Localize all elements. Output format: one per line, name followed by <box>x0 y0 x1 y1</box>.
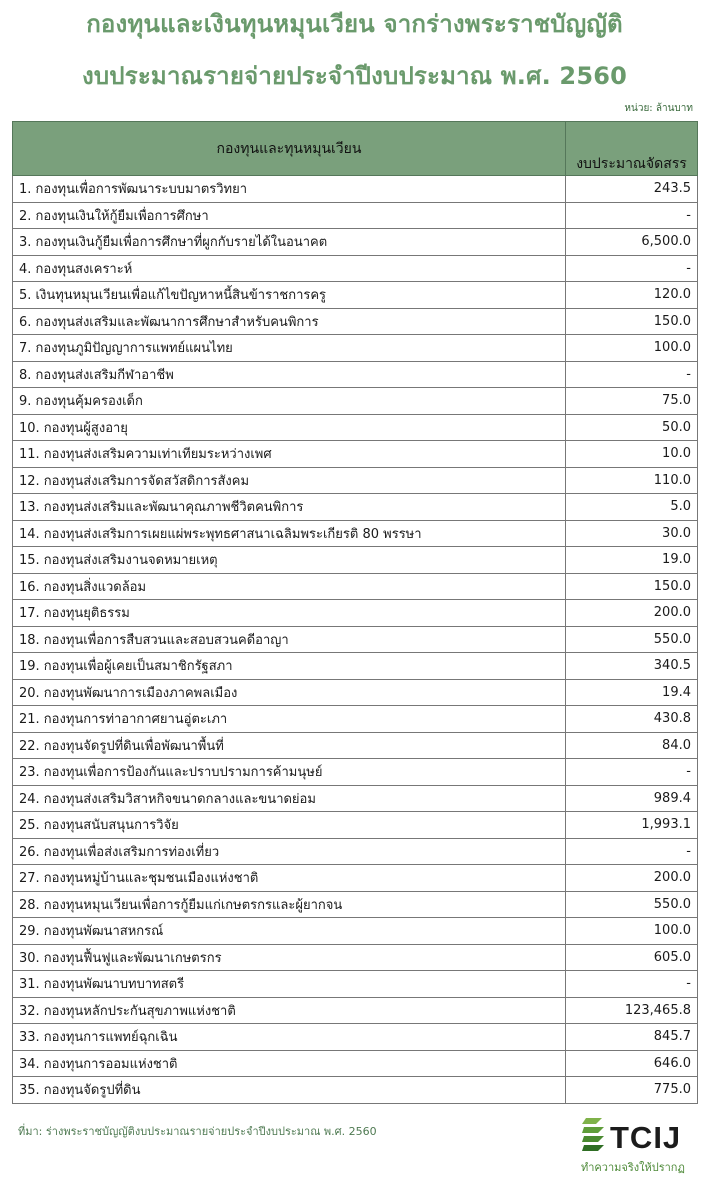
budget-amount-cell: 100.0 <box>566 918 698 945</box>
fund-name-cell: 19. กองทุนเพื่อผู้เคยเป็นสมาชิกรัฐสภา <box>13 653 566 680</box>
budget-amount-cell: 340.5 <box>566 653 698 680</box>
budget-amount-cell: 50.0 <box>566 414 698 441</box>
budget-table <box>12 121 698 1104</box>
budget-amount-cell: 775.0 <box>566 1077 698 1104</box>
fund-name-cell: 26. กองทุนเพื่อส่งเสริมการท่องเที่ยว <box>13 838 566 865</box>
fund-name-cell: 15. กองทุนส่งเสริมงานจดหมายเหตุ <box>13 547 566 574</box>
table-row <box>13 255 698 282</box>
column-header-budget: งบประมาณจัดสรร <box>566 122 698 176</box>
fund-name-cell: 32. กองทุนหลักประกันสุขภาพแห่งชาติ <box>13 997 566 1024</box>
budget-amount-cell: 550.0 <box>566 891 698 918</box>
fund-name-cell: 29. กองทุนพัฒนาสหกรณ์ <box>13 918 566 945</box>
budget-amount-cell: 10.0 <box>566 441 698 468</box>
fund-name-cell: 25. กองทุนสนับสนุนการวิจัย <box>13 812 566 839</box>
table-row <box>13 494 698 521</box>
table-row <box>13 520 698 547</box>
fund-name-cell: 28. กองทุนหมุนเวียนเพื่อการกู้ยืมแก่เกษตรกรและผู้ยากจน <box>13 891 566 918</box>
budget-amount-cell: 123,465.8 <box>566 997 698 1024</box>
fund-name-cell: 30. กองทุนฟื้นฟูและพัฒนาเกษตรกร <box>13 944 566 971</box>
fund-name-cell: 2. กองทุนเงินให้กู้ยืมเพื่อการศึกษา <box>13 202 566 229</box>
budget-amount-cell: 120.0 <box>566 282 698 309</box>
budget-amount-cell: 75.0 <box>566 388 698 415</box>
budget-amount-cell: - <box>566 759 698 786</box>
table-row <box>13 626 698 653</box>
budget-amount-cell: 150.0 <box>566 573 698 600</box>
budget-amount-cell: 30.0 <box>566 520 698 547</box>
budget-amount-cell: 5.0 <box>566 494 698 521</box>
budget-amount-cell: 1,993.1 <box>566 812 698 839</box>
fund-name-cell: 14. กองทุนส่งเสริมการเผยแผ่พระพุทธศาสนาเฉลิมพระเกียรติ 80 พรรษา <box>13 520 566 547</box>
fund-name-cell: 5. เงินทุนหมุนเวียนเพื่อแก้ไขปัญหาหนี้สินข้าราชการครู <box>13 282 566 309</box>
table-row <box>13 838 698 865</box>
budget-amount-cell: 200.0 <box>566 600 698 627</box>
budget-amount-cell: 6,500.0 <box>566 229 698 256</box>
fund-name-cell: 1. กองทุนเพื่อการพัฒนาระบบมาตรวิทยา <box>13 176 566 203</box>
fund-name-cell: 18. กองทุนเพื่อการสืบสวนและสอบสวนคดีอาญา <box>13 626 566 653</box>
fund-name-cell: 4. กองทุนสงเคราะห์ <box>13 255 566 282</box>
fund-name-cell: 13. กองทุนส่งเสริมและพัฒนาคุณภาพชีวิตคนพิการ <box>13 494 566 521</box>
table-row <box>13 282 698 309</box>
fund-name-cell: 20. กองทุนพัฒนาการเมืองภาคพลเมือง <box>13 679 566 706</box>
tcij-logo-wordmark: TCIJ <box>610 1120 682 1155</box>
table-row <box>13 812 698 839</box>
budget-amount-cell: 19.4 <box>566 679 698 706</box>
fund-name-cell: 27. กองทุนหมู่บ้านและชุมชนเมืองแห่งชาติ <box>13 865 566 892</box>
table-header-row <box>13 122 698 176</box>
table-row <box>13 1050 698 1077</box>
table-row <box>13 891 698 918</box>
column-header-fund: กองทุนและทุนหมุนเวียน <box>13 122 566 176</box>
table-row <box>13 176 698 203</box>
budget-amount-cell: - <box>566 838 698 865</box>
budget-amount-cell: 243.5 <box>566 176 698 203</box>
table-row <box>13 944 698 971</box>
table-row <box>13 467 698 494</box>
table-row <box>13 547 698 574</box>
budget-amount-cell: 605.0 <box>566 944 698 971</box>
table-row <box>13 653 698 680</box>
budget-amount-cell: 110.0 <box>566 467 698 494</box>
table-row <box>13 335 698 362</box>
table-row <box>13 918 698 945</box>
fund-name-cell: 24. กองทุนส่งเสริมวิสาหกิจขนาดกลางและขนาดย่อม <box>13 785 566 812</box>
budget-amount-cell: 200.0 <box>566 865 698 892</box>
table-row <box>13 202 698 229</box>
fund-name-cell: 9. กองทุนคุ้มครองเด็ก <box>13 388 566 415</box>
table-row <box>13 759 698 786</box>
budget-amount-cell: 646.0 <box>566 1050 698 1077</box>
table-row <box>13 865 698 892</box>
fund-name-cell: 22. กองทุนจัดรูปที่ดินเพื่อพัฒนาพื้นที่ <box>13 732 566 759</box>
fund-name-cell: 8. กองทุนส่งเสริมกีฬาอาชีพ <box>13 361 566 388</box>
fund-name-cell: 23. กองทุนเพื่อการป้องกันและปราบปรามการค้ามนุษย์ <box>13 759 566 786</box>
budget-amount-cell: 989.4 <box>566 785 698 812</box>
table-row <box>13 600 698 627</box>
budget-amount-cell: - <box>566 971 698 998</box>
table-row <box>13 573 698 600</box>
fund-name-cell: 6. กองทุนส่งเสริมและพัฒนาการศึกษาสำหรับคนพิการ <box>13 308 566 335</box>
table-row <box>13 971 698 998</box>
fund-name-cell: 17. กองทุนยุติธรรม <box>13 600 566 627</box>
budget-amount-cell: 150.0 <box>566 308 698 335</box>
fund-name-cell: 16. กองทุนสิ่งแวดล้อม <box>13 573 566 600</box>
table-row <box>13 308 698 335</box>
fund-name-cell: 10. กองทุนผู้สูงอายุ <box>13 414 566 441</box>
table-row <box>13 785 698 812</box>
table-row <box>13 414 698 441</box>
budget-amount-cell: 430.8 <box>566 706 698 733</box>
fund-name-cell: 34. กองทุนการออมแห่งชาติ <box>13 1050 566 1077</box>
budget-amount-cell: - <box>566 361 698 388</box>
table-row <box>13 706 698 733</box>
tcij-logo-icon <box>580 1116 608 1156</box>
fund-name-cell: 33. กองทุนการแพทย์ฉุกเฉิน <box>13 1024 566 1051</box>
tcij-logo-tagline: ทำความจริงให้ปรากฏ <box>581 1161 685 1174</box>
fund-name-cell: 7. กองทุนภูมิปัญญาการแพทย์แผนไทย <box>13 335 566 362</box>
table-row <box>13 732 698 759</box>
budget-amount-cell: - <box>566 255 698 282</box>
table-row <box>13 388 698 415</box>
table-row <box>13 1077 698 1104</box>
budget-amount-cell: 100.0 <box>566 335 698 362</box>
table-row <box>13 229 698 256</box>
tcij-logo <box>580 1114 698 1180</box>
table-row <box>13 361 698 388</box>
table-row <box>13 997 698 1024</box>
source-note: ที่มา: ร่างพระราชบัญญัติงบประมาณรายจ่ายประจำปีงบประมาณ พ.ศ. 2560 <box>18 1125 377 1138</box>
budget-amount-cell: 84.0 <box>566 732 698 759</box>
table-body <box>13 176 698 1104</box>
fund-name-cell: 3. กองทุนเงินกู้ยืมเพื่อการศึกษาที่ผูกกับรายได้ในอนาคต <box>13 229 566 256</box>
budget-amount-cell: - <box>566 202 698 229</box>
fund-name-cell: 31. กองทุนพัฒนาบทบาทสตรี <box>13 971 566 998</box>
table-row <box>13 679 698 706</box>
page-title: กองทุนและเงินทุนหมุนเวียน จากร่างพระราชบัญญัติ <box>86 10 623 38</box>
unit-label: หน่วย: ล้านบาท <box>624 103 693 114</box>
fund-name-cell: 12. กองทุนส่งเสริมการจัดสวัสดิการสังคม <box>13 467 566 494</box>
fund-name-cell: 35. กองทุนจัดรูปที่ดิน <box>13 1077 566 1104</box>
table-row <box>13 1024 698 1051</box>
table-row <box>13 441 698 468</box>
budget-amount-cell: 19.0 <box>566 547 698 574</box>
fund-name-cell: 11. กองทุนส่งเสริมความเท่าเทียมระหว่างเพศ <box>13 441 566 468</box>
page-subtitle: งบประมาณรายจ่ายประจำปีงบประมาณ พ.ศ. 2560 <box>81 62 628 90</box>
budget-amount-cell: 845.7 <box>566 1024 698 1051</box>
fund-name-cell: 21. กองทุนการท่าอากาศยานอู่ตะเภา <box>13 706 566 733</box>
budget-amount-cell: 550.0 <box>566 626 698 653</box>
